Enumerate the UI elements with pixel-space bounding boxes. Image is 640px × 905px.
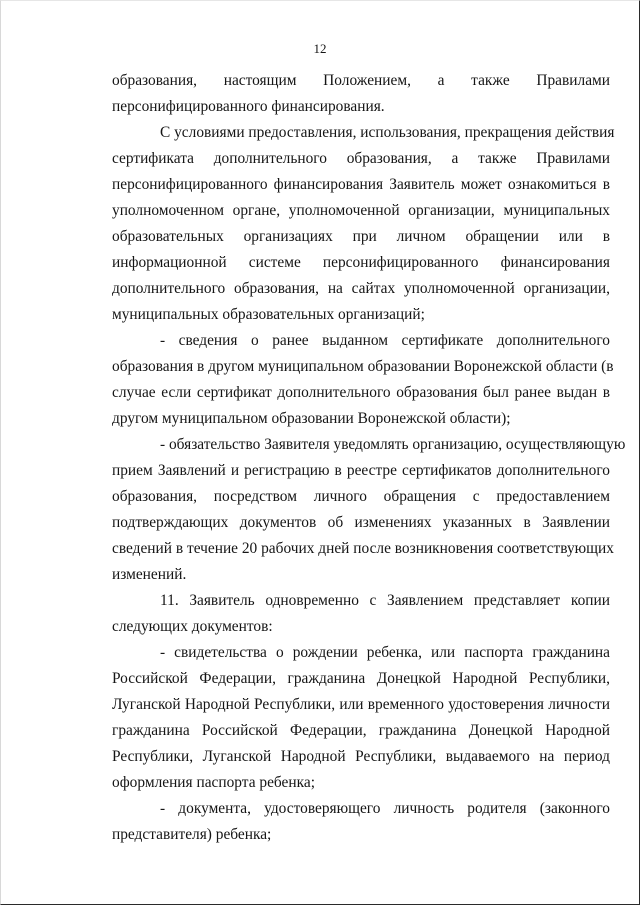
text-line: дополнительного образования, на сайтах уполномоченной организации, xyxy=(112,280,610,297)
text-line: информационной системе персонифицированного финансирования xyxy=(112,254,610,271)
text-line: Луганской Народной Республики, или временного удостоверения личности xyxy=(112,696,610,713)
text-line: другом муниципальном образовании Воронежской области); xyxy=(112,410,511,427)
text-line: случае если сертификат дополнительного образования был ранее выдан в xyxy=(112,384,610,401)
paragraph-previous-certificate xyxy=(112,328,614,432)
paragraph-parent-document xyxy=(112,796,610,848)
text-line: прием Заявлений и регистрацию в реестре сертификатов дополнительного xyxy=(112,462,610,479)
paragraph-item-11 xyxy=(112,588,610,640)
text-line: образования в другом муниципальном образовании Воронежской области (в xyxy=(112,358,614,375)
text-line: представителя) ребенка; xyxy=(112,826,272,843)
text-line: - обязательство Заявителя уведомлять организацию, осуществляющую xyxy=(160,436,626,453)
text-line: Республики, Луганской Народной Республики, выдаваемого на период xyxy=(112,748,610,765)
text-line: муниципальных образовательных организаций; xyxy=(112,306,425,323)
text-line: 11. Заявитель одновременно с Заявлением представляет копии xyxy=(160,592,610,609)
text-line: образовательных организациях при личном обращении или в xyxy=(112,228,610,245)
text-line: - сведения о ранее выданном сертификате дополнительного xyxy=(160,332,610,349)
paragraph-continuation xyxy=(112,68,610,120)
text-line: персонифицированного финансирования. xyxy=(112,98,385,115)
text-line: образования, настоящим Положением, а также Правилами xyxy=(112,72,610,89)
text-line: изменений. xyxy=(112,566,187,583)
text-line: - документа, удостоверяющего личность родителя (законного xyxy=(160,800,610,817)
text-line: уполномоченном органе, уполномоченной организации, муниципальных xyxy=(112,202,610,219)
text-line: С условиями предоставления, использования, прекращения действия xyxy=(160,124,615,141)
text-line: гражданина Российской Федерации, гражданина Донецкой Народной xyxy=(112,722,610,739)
paragraph-applicant-obligation xyxy=(112,432,626,588)
paragraph-certificate-conditions xyxy=(112,120,615,328)
text-line: образования, посредством личного обращения с предоставлением xyxy=(112,488,610,505)
text-line: - свидетельства о рождении ребенка, или паспорта гражданина xyxy=(160,644,610,661)
text-line: сертификата дополнительного образования, а также Правилами xyxy=(112,150,610,167)
text-line: подтверждающих документов об изменениях указанных в Заявлении xyxy=(112,514,610,531)
paragraph-birth-certificate xyxy=(112,640,610,796)
text-line: оформления паспорта ребенка; xyxy=(112,774,315,791)
text-line: персонифицированного финансирования Заявитель может ознакомиться в xyxy=(112,176,610,193)
document-body xyxy=(112,68,626,848)
text-line: следующих документов: xyxy=(112,618,273,635)
text-line: сведений в течение 20 рабочих дней после возникновения соответствующих xyxy=(112,540,614,557)
page-number: 12 xyxy=(313,41,327,56)
text-line: Российской Федерации, гражданина Донецкой Народной Республики, xyxy=(112,670,610,687)
